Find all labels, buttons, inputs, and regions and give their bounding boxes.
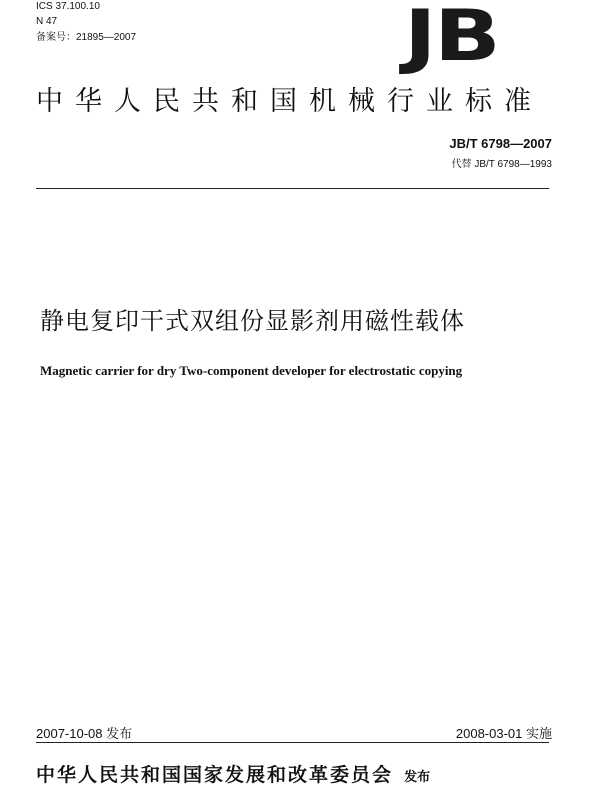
jb-logo — [404, 0, 544, 77]
issuer-line — [36, 760, 556, 787]
top-divider — [36, 188, 549, 189]
industry-standard-title: 中华人民共和国机械行业标准 — [36, 86, 543, 117]
standard-number: JB/T 6798—2007 — [449, 136, 552, 151]
jb-logo-text: JB — [404, 0, 499, 77]
ics-code: ICS 37.100.10 — [36, 1, 100, 12]
issuer-name: 中华人民共和国国家发展和改革委员会 — [36, 764, 394, 786]
record-number: 备案号：21895—2007 — [36, 32, 137, 43]
classification-code: N 47 — [36, 16, 58, 27]
issuer-action: 发布 — [404, 770, 431, 785]
document-title-english: Magnetic carrier for dry Two-component developer for electrostatic copying — [40, 363, 463, 378]
document-title-chinese: 静电复印干式双组份显影剂用磁性载体 — [40, 307, 465, 335]
implementation-date: 2008-03-01 实施 — [455, 726, 552, 741]
bottom-divider — [36, 742, 549, 743]
replaces-standard: 代替 JB/T 6798—1993 — [451, 159, 552, 170]
publish-date: 2007-10-08 发布 — [36, 726, 133, 741]
